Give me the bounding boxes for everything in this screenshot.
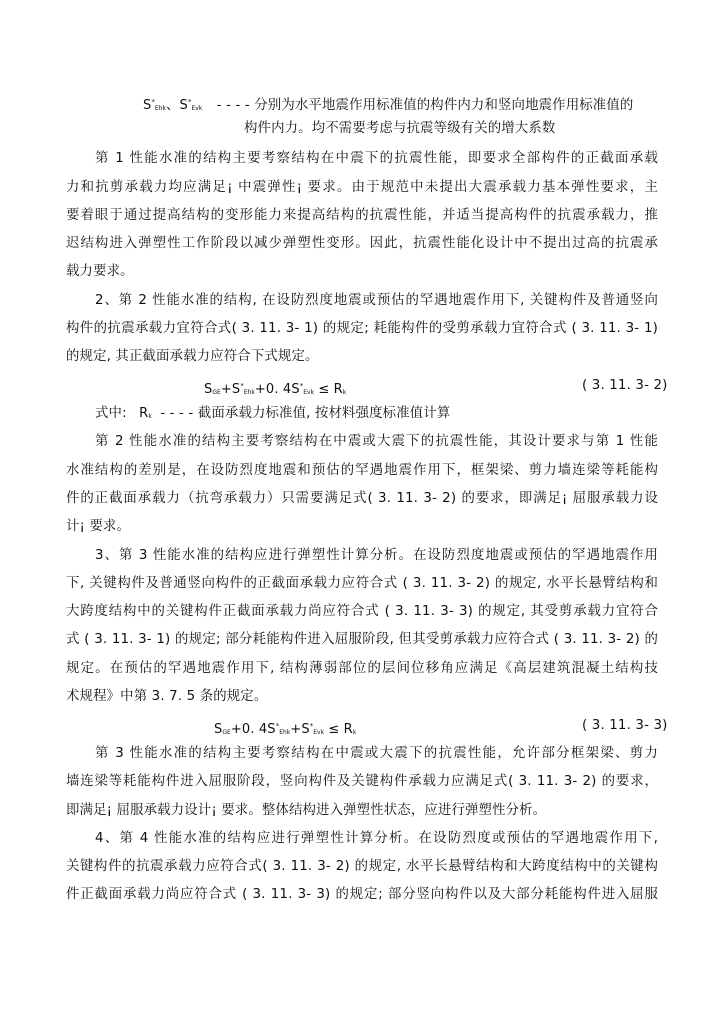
paragraph-5-line: 第 3 性能水准的结构主要考察结构在中震或大震下的抗震性能，允许部分框架梁、剪力 [95, 746, 658, 761]
paragraph-1-line: 力和抗剪承载力均应满足¡ 中震弹性¡ 要求。由于规范中未提出大震承载力基本弹性要求，主 [66, 180, 658, 195]
definition-line: S*Ehk、S*Evk - - - - 分别为水平地震作用标准值的构件内力和竖向地震作用标准值的 [143, 98, 634, 113]
paragraph-1-line: 第 1 性能水准的结构主要考察结构在中震下的抗震性能，即要求全部构件的正截面承载 [95, 151, 658, 166]
equation-number: ( 3. 11. 3- 3) [582, 718, 668, 733]
paragraph-3-line: 水准结构的差别是，在设防烈度地震和预估的罕遇地震作用下，框架梁、剪力墙连梁等耗能构 [66, 463, 658, 478]
definition-line-2: 构件内力。均不需要考虑与抗震等级有关的增大系数 [244, 121, 556, 136]
paragraph-5-line: 即满足¡ 屈服承载力设计¡ 要求。整体结构进入弹塑性状态，应进行弹塑性分析。 [66, 803, 547, 818]
paragraph-2-line: 2、第 2 性能水准的结构, 在设防烈度地震或预估的罕遇地震作用下, 关键构件及普通竖向 [95, 293, 658, 308]
paragraph-4-line: 大跨度结构中的关键构件正截面承载力尚应符合式 ( 3. 11. 3- 3) 的规定, 其受剪承载力宜符合 [66, 604, 658, 619]
paragraph-1-line: 迟结构进入弹塑性工作阶段以减少弹塑性变形。因此，抗震性能化设计中不提出过高的抗震承 [66, 236, 658, 251]
paragraph-2-line: 构件的抗震承载力宜符合式( 3. 11. 3- 1) 的规定; 耗能构件的受剪承载力宜符合式 ( 3. 11. 3- 1) [66, 321, 658, 336]
symbol-s-evk: S*Evk [179, 98, 203, 113]
paragraph-4-line: 术规程》中第 3. 7. 5 条的规定。 [66, 689, 268, 704]
definition-dashes: - - - - [216, 98, 250, 113]
symbol-s-ehk: S*Ehk [143, 98, 166, 113]
paragraph-4-line: 式 ( 3. 11. 3- 1) 的规定; 部分耗能构件进入屈服阶段, 但其受剪承载力应符合式 ( 3. 11. 3- 2) 的 [66, 632, 658, 647]
paragraph-1-line: 要着眼于通过提高结构的变形能力来提高结构的抗震性能，并适当提高构件的抗震承载力，推 [66, 208, 658, 223]
definition-text-1: 分别为水平地震作用标准值的构件内力和竖向地震作用标准值的 [254, 98, 634, 113]
paragraph-6-line: 4、第 4 性能水准的结构应进行弹塑性计算分析。在设防烈度或预估的罕遇地震作用下, [95, 831, 658, 846]
paragraph-3-line: 计¡ 要求。 [66, 519, 131, 534]
paragraph-6-line: 关键构件的抗震承载力应符合式( 3. 11. 3- 2) 的规定, 水平长悬臂结构和大跨度结构中的关键构 [66, 859, 658, 874]
paragraph-4-line: 3、第 3 性能水准的结构应进行弹塑性计算分析。在设防烈度地震或预估的罕遇地震作用 [95, 548, 658, 563]
paragraph-2-line: 的规定, 其正截面承载力应符合下式规定。 [66, 349, 319, 364]
equation-3-11-3-3: SGE+0. 4S*Ehk+S*Evk ≤ Rk [214, 722, 357, 737]
paragraph-5-line: 墙连梁等耗能构件进入屈服阶段，竖向构件及关键构件承载力应满足式( 3. 11. 3- 2) 的要求， [66, 774, 658, 789]
paragraph-4-line: 下, 关键构件及普通竖向构件的正截面承载力应符合式 ( 3. 11. 3- 2) 的规定, 水平长悬臂结构和 [66, 576, 658, 591]
formula-note: 式中: Rk - - - - 截面承载力标准值, 按材料强度标准值计算 [95, 406, 451, 421]
paragraph-6-line: 件正截面承载力尚应符合式 ( 3. 11. 3- 3) 的规定; 部分竖向构件以及大部分耗能构件进入屈服 [66, 887, 658, 902]
equation-3-11-3-2: SGE+S*Ehk+0. 4S*Evk ≤ Rk [204, 382, 347, 397]
paragraph-1-line: 载力要求。 [66, 264, 134, 279]
paragraph-4-line: 规定。在预估的罕遇地震作用下, 结构薄弱部位的层间位移角应满足《高层建筑混凝土结构技 [66, 661, 658, 676]
equation-number: ( 3. 11. 3- 2) [582, 378, 668, 393]
paragraph-3-line: 件的正截面承载力（抗弯承载力）只需要满足式( 3. 11. 3- 2) 的要求，即满足¡ 屈服承载力设 [66, 491, 658, 506]
paragraph-3-line: 第 2 性能水准的结构主要考察结构在中震或大震下的抗震性能，其设计要求与第 1 性能 [95, 434, 658, 449]
